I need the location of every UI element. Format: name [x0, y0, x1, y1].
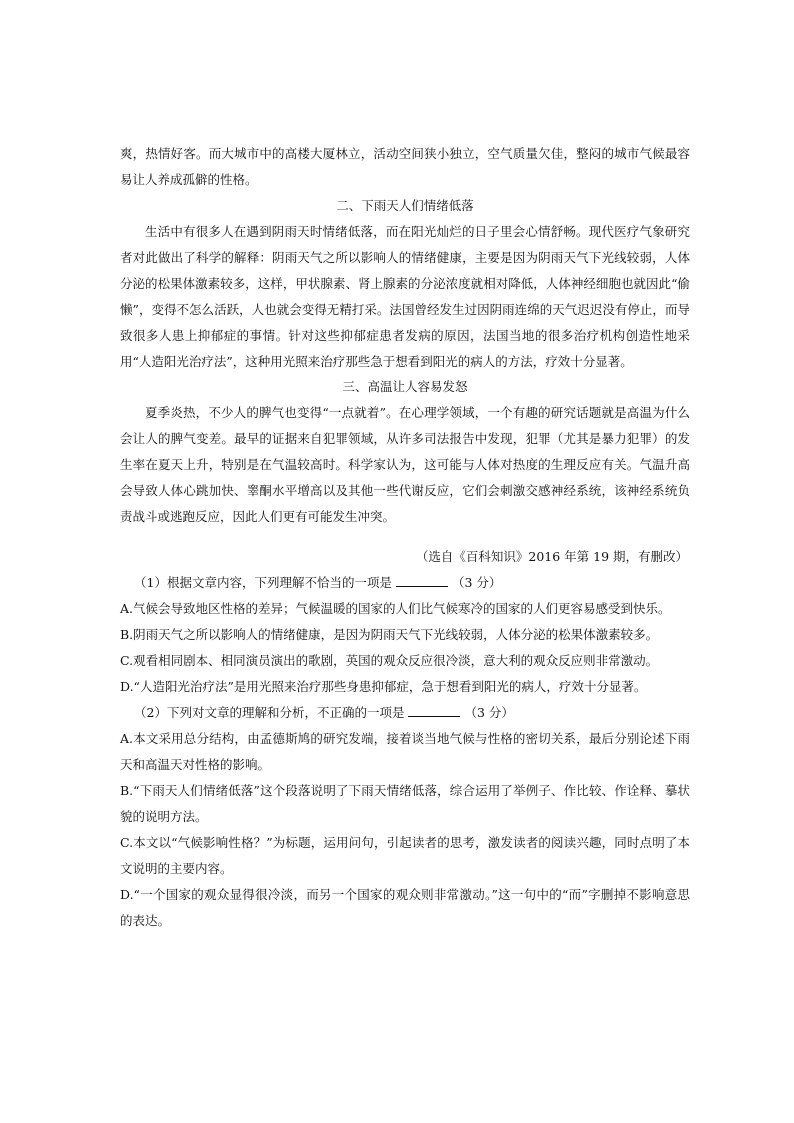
section-2-heading: 二、下雨天人们情绪低落 [336, 198, 474, 213]
intro-paragraph: 爽，热情好客。而大城市中的高楼大厦林立，活动空间狭小独立，空气质量欠佳，整闷的城市气候最容易让人养成孤僻的性格。 [120, 146, 690, 187]
question-1-option-b: B.阴雨天气之所以影响人的情绪健康，是因为阴雨天气下光线较弱，人体分泌的松果体激素较多。 [120, 627, 659, 642]
section-3-heading: 三、高温让人容易发怒 [342, 379, 468, 394]
question-1-option-c: C.观看相同剧本、相同演员演出的歌剧，英国的观众反应很冷淡，意大利的观众反应则非常激动。 [120, 653, 659, 668]
question-2-points: （3 分） [464, 705, 514, 720]
section-2 [120, 193, 690, 375]
question-1-stem [120, 570, 690, 596]
section-3 [120, 374, 690, 530]
question-2-option-d: D.“一个国家的观众显得很冷淡，而另一个国家的观众则非常激动。”这一句中的“而”字删掉不影响意思的表达。 [120, 887, 690, 928]
question-1-option-a: A.气候会导致地区性格的差异；气候温暖的国家的人们比气候寒冷的国家的人们更容易感受到快乐。 [120, 601, 671, 616]
question-1-stem-text: （1）根据文章内容，下列理解不恰当的一项是 [134, 575, 392, 590]
question-2-option-b: B.“下雨天人们情绪低落”这个段落说明了下雨天情绪低落，综合运用了举例子、作比较、作诠释、摹状貌的说明方法。 [120, 783, 690, 824]
question-2-option-c: C.本文以“气候影响性格？”为标题，运用问句，引起读者的思考，激发读者的阅读兴趣，同时点明了本文说明的主要内容。 [120, 835, 690, 876]
section-2-paragraph: 生活中有很多人在遇到阴雨天时情绪低落，而在阳光灿烂的日子里会心情舒畅。现代医疗气象研究者对此做出了科学的解释：阴雨天气之所以影响人的情绪健康，主要是因为阴雨天气下光线较弱，人体分泌的松果体激素较多，这样，甲状腺素、肾上腺素的分泌浓度就相对降低，人体神经细胞也就因此“偷懒”，变得不怎么活跃，人也就会变得无精打采。法国曾经发生过因阴雨连绵的天气迟迟没有停止，而导致很多人患上抑郁症的事情。针对这些抑郁症患者发病的原因，法国当地的很多治疗机构创造性地采用“人造阳光治疗法”，这种用光照来治疗那些急于想看到阳光的病人的方法，疗效十分显著。 [120, 224, 690, 369]
intro-section [120, 141, 690, 193]
answer-blank[interactable] [396, 574, 448, 587]
source-citation-block [120, 544, 690, 570]
section-3-paragraph: 夏季炎热，不少人的脾气也变得“一点就着”。在心理学领域，一个有趣的研究话题就是高温为什么会让人的脾气变差。最早的证据来自犯罪领域，从许多司法报告中发现，犯罪（尤其是暴力犯罪）的发生率在夏天上升，特别是在气温较高时。科学家认为，这可能与人体对热度的生理反应有关。气温升高会导致人体心跳加快、睾酮水平增高以及其他一些代谢反应，它们会刺激交感神经系统，该神经系统负责战斗或逃跑反应，因此人们更有可能发生冲突。 [120, 405, 690, 524]
question-1 [120, 570, 690, 700]
question-2-stem [120, 700, 690, 726]
question-2 [120, 700, 690, 934]
question-2-stem-text: （2）下列对文章的理解和分析，不正确的一项是 [134, 705, 405, 720]
answer-blank[interactable] [408, 704, 460, 717]
source-citation: （选自《百科知识》2016 年第 19 期，有删改） [415, 549, 688, 564]
question-1-points: （3 分） [451, 575, 502, 590]
question-2-option-a: A.本文采用总分结构，由孟德斯鸠的研究发端，接着谈当地气候与性格的密切关系，最后分别论述下雨天和高温天对性格的影响。 [120, 731, 690, 772]
question-1-option-d: D.“人造阳光治疗法”是用光照来治疗那些身患抑郁症，急于想看到阳光的病人，疗效十分显著。 [120, 679, 647, 694]
